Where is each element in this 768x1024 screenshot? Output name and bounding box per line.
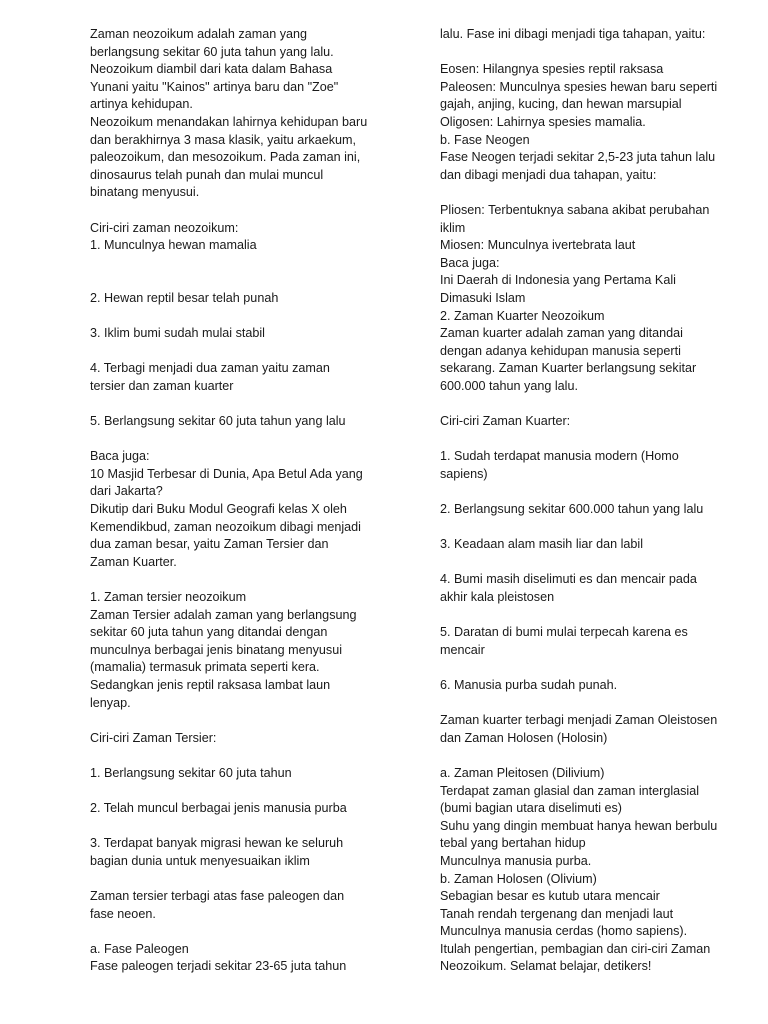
text-line: Munculnya manusia cerdas (homo sapiens). (440, 924, 688, 939)
text-line: 5. Daratan di bumi mulai terpecah karena es (440, 625, 688, 640)
text-line: 3. Iklim bumi sudah mulai stabil (90, 326, 265, 341)
text-line: Pliosen: Terbentuknya sabana akibat perubahan (440, 202, 710, 217)
text-line: 1. Munculnya hewan mamalia (90, 238, 257, 253)
text-line: 3. Keadaan alam masih liar dan labil (440, 537, 644, 552)
text-line: Fase Neogen terjadi sekitar 2,5-23 juta tahun lalu (440, 150, 716, 165)
text-line: paleozoikum, dan mesozoikum. Pada zaman ini, (90, 150, 361, 165)
text-line: Fase paleogen terjadi sekitar 23-65 juta tahun (90, 959, 347, 974)
blank-line (90, 343, 402, 361)
text-line: Neozoikum menandakan lahirnya kehidupan baru (90, 114, 368, 129)
text-line: Oligosen: Lahirnya spesies mamalia. (440, 114, 646, 129)
text-line: 1. Zaman tersier neozoikum (90, 590, 247, 604)
text-line: Dimasuki Islam (440, 290, 526, 305)
blank-line (440, 519, 756, 537)
text-line: Tanah rendah tergenang dan menjadi laut (440, 906, 674, 921)
blank-line (440, 184, 756, 202)
text-line: tersier dan zaman kuarter (90, 378, 234, 393)
text-line: fase neoen. (90, 906, 156, 921)
text-line: artinya kehidupan. (90, 97, 193, 112)
text-line: Ciri-ciri Zaman Kuarter: (440, 414, 571, 429)
text-line: Neozoikum diambil dari kata dalam Bahasa (90, 62, 333, 77)
blank-line (440, 695, 756, 713)
text-line: 2. Hewan reptil besar telah punah (90, 290, 279, 305)
text-line: a. Fase Paleogen (90, 941, 189, 956)
blank-line (440, 431, 756, 449)
text-line: berlangsung sekitar 60 juta tahun yang lalu. (90, 44, 334, 59)
text-line: a. Zaman Pleitosen (Dilivium) (440, 765, 605, 780)
text-line: Ciri-ciri zaman neozoikum: (90, 220, 239, 235)
text-line: (bumi bagian utara diselimuti es) (440, 801, 622, 816)
text-line: akhir kala pleistosen (440, 590, 555, 604)
blank-line (90, 272, 402, 290)
text-line: Baca juga: (90, 449, 150, 464)
blank-line (90, 571, 402, 589)
text-line: Suhu yang dingin membuat hanya hewan berbulu (440, 818, 718, 833)
text-line: 2. Berlangsung sekitar 600.000 tahun yang lalu (440, 502, 704, 517)
blank-line (440, 483, 756, 501)
text-line: Zaman kuarter adalah zaman yang ditandai (440, 326, 683, 341)
text-line: Baca juga: (440, 255, 500, 270)
text-line: dari Jakarta? (90, 484, 163, 499)
blank-line (440, 747, 756, 765)
text-line: munculnya berbagai jenis binatang menyusui (90, 642, 343, 657)
blank-line (90, 202, 402, 220)
text-line: 6. Manusia purba sudah punah. (440, 677, 618, 692)
blank-line (90, 871, 402, 889)
text-line: Ini Daerah di Indonesia yang Pertama Kali (440, 273, 676, 288)
text-line: dengan adanya kehidupan manusia seperti (440, 343, 681, 358)
text-line: sekarang. Zaman Kuarter berlangsung sekitar (440, 361, 697, 376)
text-line: dan dibagi menjadi dua tahapan, yaitu: (440, 167, 657, 182)
blank-line (90, 308, 402, 326)
text-line: Paleosen: Munculnya spesies hewan baru seperti (440, 79, 718, 94)
text-line: b. Fase Neogen (440, 132, 530, 147)
text-line: 1. Sudah terdapat manusia modern (Homo (440, 449, 679, 464)
text-line: 4. Bumi masih diselimuti es dan mencair pada (440, 572, 697, 587)
text-line: 2. Zaman Kuarter Neozoikum (440, 308, 605, 323)
text-line: Terdapat zaman glasial dan zaman interglasial (440, 783, 700, 798)
text-line: 1. Berlangsung sekitar 60 juta tahun (90, 765, 292, 780)
blank-line (440, 44, 756, 62)
text-line: Yunani yaitu "Kainos" artinya baru dan "Zoe" (90, 79, 339, 94)
text-line: Munculnya manusia purba. (440, 853, 592, 868)
text-line: dinosaurus telah punah dan mulai muncul (90, 167, 324, 182)
text-line: Dikutip dari Buku Modul Geografi kelas X oleh (90, 502, 347, 517)
text-line: 600.000 tahun yang lalu. (440, 378, 578, 393)
text-line: Neozoikum. Selamat belajar, detikers! (440, 959, 652, 974)
blank-line (440, 554, 756, 572)
text-line: Ciri-ciri Zaman Tersier: (90, 730, 217, 745)
blank-line (90, 712, 402, 730)
text-line: b. Zaman Holosen (Olivium) (440, 871, 597, 886)
text-line: Kemendikbud, zaman neozoikum dibagi menjadi (90, 519, 361, 534)
text-line: Zaman Tersier adalah zaman yang berlangsung (90, 607, 357, 622)
text-line: 5. Berlangsung sekitar 60 juta tahun yang lalu (90, 414, 346, 429)
blank-line (440, 395, 756, 413)
blank-line (440, 607, 756, 625)
text-line: 2. Telah muncul berbagai jenis manusia purba (90, 801, 347, 816)
blank-line (90, 431, 402, 449)
text-line: Zaman kuarter terbagi menjadi Zaman Oleistosen (440, 713, 718, 728)
text-line: 10 Masjid Terbesar di Dunia, Apa Betul Ada yang (90, 466, 363, 481)
text-line: sapiens) (440, 466, 488, 481)
text-line: Zaman neozoikum adalah zaman yang (90, 27, 308, 41)
text-line: Zaman Kuarter. (90, 554, 177, 569)
text-line: tebal yang bertahan hidup (440, 836, 586, 851)
text-line: lalu. Fase ini dibagi menjadi tiga tahapan, yaitu: (440, 27, 706, 41)
blank-line (90, 395, 402, 413)
text-line: binatang menyusui. (90, 185, 200, 200)
text-line: bagian dunia untuk menyesuaikan iklim (90, 853, 310, 868)
text-line: sekitar 60 juta tahun yang ditandai dengan (90, 625, 328, 640)
left-text-column (90, 26, 402, 976)
text-line: gajah, anjing, kucing, dan hewan marsupial (440, 97, 682, 112)
text-line: Miosen: Munculnya ivertebrata laut (440, 238, 636, 253)
blank-line (90, 255, 402, 273)
blank-line (90, 747, 402, 765)
text-line: Sebagian besar es kutub utara mencair (440, 889, 660, 904)
text-line: dua zaman besar, yaitu Zaman Tersier dan (90, 537, 329, 552)
text-line: Itulah pengertian, pembagian dan ciri-ciri Zaman (440, 941, 711, 956)
blank-line (440, 659, 756, 677)
text-line: lenyap. (90, 695, 131, 710)
text-line: dan berakhirnya 3 masa klasik, yaitu arkaekum, (90, 132, 356, 147)
text-line: (mamalia) termasuk primata seperti kera. (90, 660, 320, 675)
text-line: dan Zaman Holosen (Holosin) (440, 730, 608, 745)
text-line: mencair (440, 642, 485, 657)
blank-line (90, 923, 402, 941)
text-line: Eosen: Hilangnya spesies reptil raksasa (440, 62, 664, 77)
text-line: 4. Terbagi menjadi dua zaman yaitu zaman (90, 361, 330, 376)
blank-line (90, 783, 402, 801)
text-line: iklim (440, 220, 466, 235)
text-line: Zaman tersier terbagi atas fase paleogen dan (90, 889, 345, 904)
right-text-column (440, 26, 756, 976)
blank-line (90, 818, 402, 836)
text-line: Sedangkan jenis reptil raksasa lambat laun (90, 677, 331, 692)
text-line: 3. Terdapat banyak migrasi hewan ke seluruh (90, 836, 344, 851)
